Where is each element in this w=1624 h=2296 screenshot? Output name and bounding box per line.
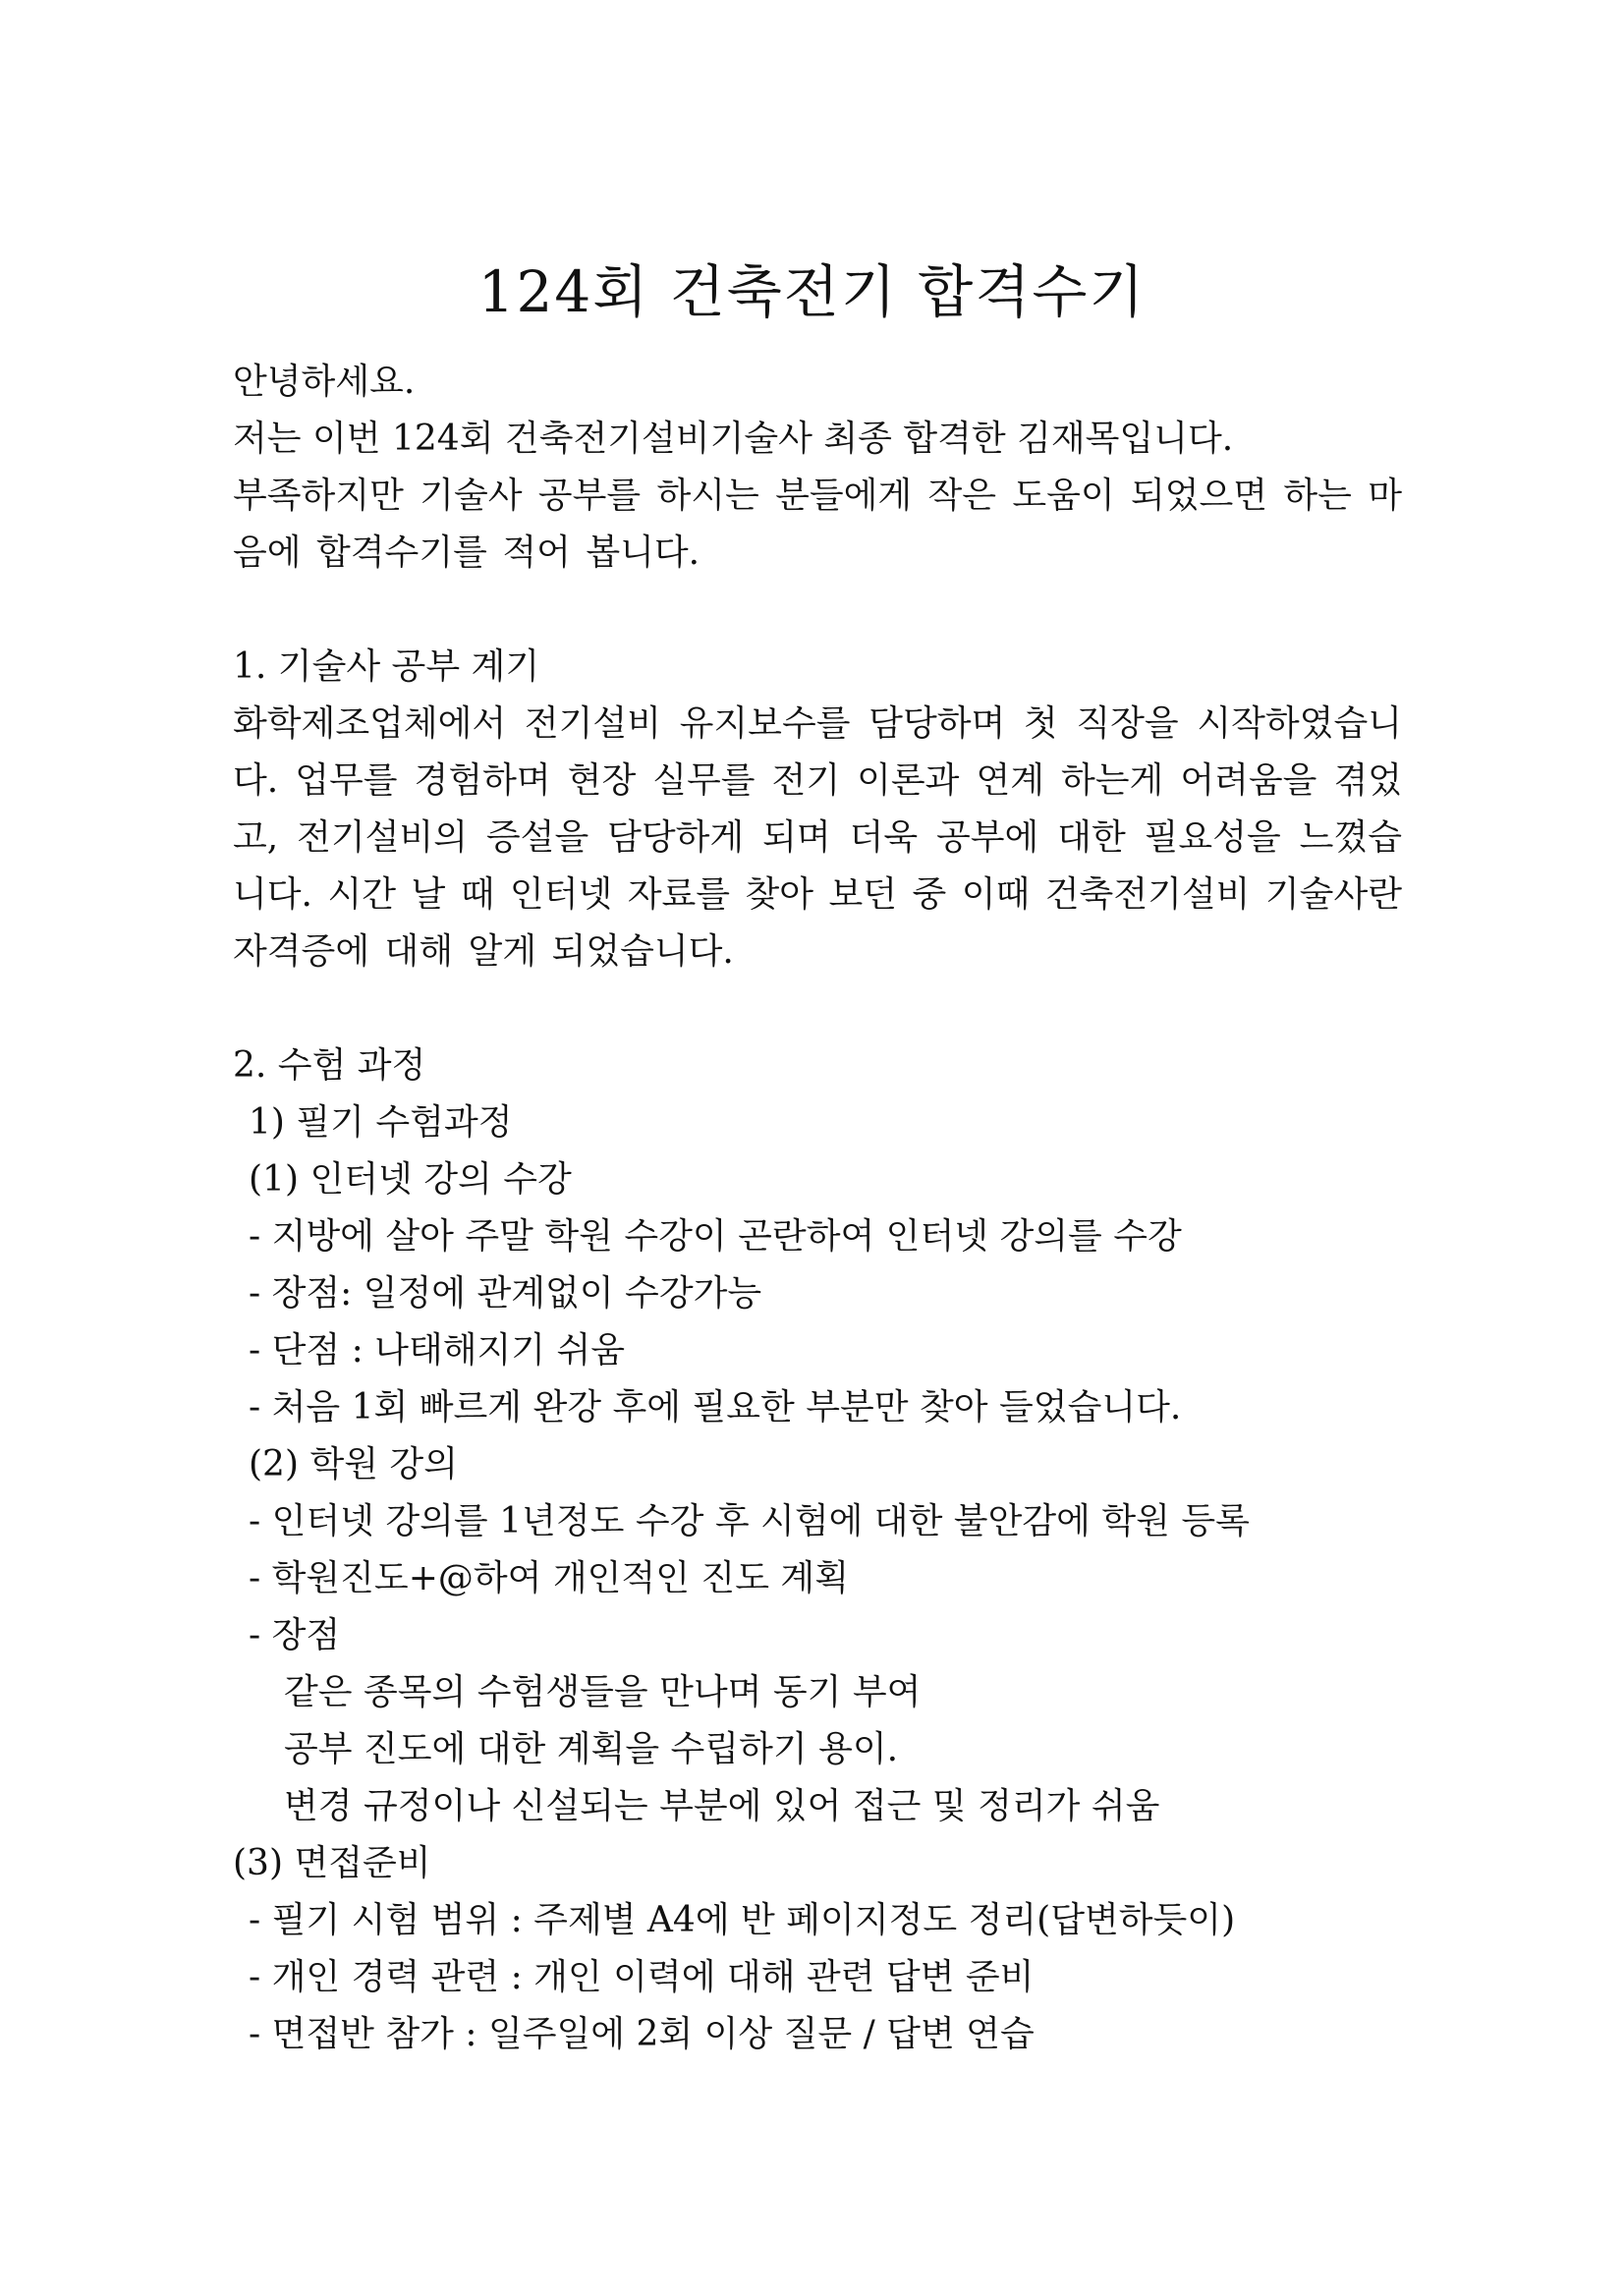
bullet-line: - 처음 1회 빠르게 완강 후에 필요한 부분만 찾아 들었습니다. bbox=[249, 1387, 1182, 1428]
advantage-line: 변경 규정이나 신설되는 부분에 있어 접근 및 정리가 쉬움 bbox=[284, 1786, 1160, 1826]
advantage-line: 공부 진도에 대한 계획을 수립하기 용이. bbox=[284, 1729, 899, 1769]
bullet-line: - 인터넷 강의를 1년정도 수강 후 시험에 대한 불안감에 학원 등록 bbox=[249, 1501, 1250, 1541]
bullet-line: - 면접반 참가 : 일주일에 2회 이상 질문 / 답변 연습 bbox=[249, 2014, 1035, 2054]
greeting-line: 안녕하세요. bbox=[233, 362, 416, 402]
motivation-paragraph: 화학제조업체에서 전기설비 유지보수를 담당하며 첫 직장을 시작하였습니다. 업무를 경험하며 현장 실무를 전기 이론과 연계 하는게 어려움을 겪었고, 전기설비의 증설을 담당하게 되며 더욱 공부에 대한 필요성을 느꼈습니다. 시간 날 때 인터넷 자료를 찾아 보던 중 이때 건축전기설비 기술사란 자격증에 대해 알게 되었습니다. bbox=[233, 703, 1402, 972]
bullet-line: - 학원진도+@하여 개인적인 진도 계획 bbox=[249, 1558, 849, 1598]
section-heading-motivation: 1. 기술사 공부 계기 bbox=[233, 646, 540, 687]
bullet-line: - 장점 bbox=[249, 1615, 341, 1655]
spacer bbox=[233, 582, 1402, 639]
intro-paragraph: 부족하지만 기술사 공부를 하시는 분들에게 작은 도움이 되었으면 하는 마음에 합격수기를 적어 봅니다. bbox=[233, 476, 1402, 573]
item-heading-interview-prep: (3) 면접준비 bbox=[233, 1843, 431, 1883]
bullet-line: - 장점: 일정에 관계없이 수강가능 bbox=[249, 1273, 762, 1314]
bullet-line: - 단점 : 나태해지기 쉬움 bbox=[249, 1330, 626, 1371]
spacer bbox=[233, 980, 1402, 1037]
item-heading-online-lecture: (1) 인터넷 강의 수강 bbox=[249, 1159, 572, 1200]
document-title: 124회 건축전기 합격수기 bbox=[477, 258, 1147, 325]
bullet-line: - 지방에 살아 주말 학원 수강이 곤란하여 인터넷 강의를 수강 bbox=[249, 1216, 1182, 1257]
bullet-line: - 필기 시험 범위 : 주제별 A4에 반 페이지정도 정리(답변하듯이) bbox=[249, 1900, 1236, 1940]
bullet-line: - 개인 경력 관련 : 개인 이력에 대해 관련 답변 준비 bbox=[249, 1957, 1035, 1997]
subsection-heading-written-exam: 1) 필기 수험과정 bbox=[249, 1102, 513, 1143]
section-heading-exam-process: 2. 수험 과정 bbox=[233, 1045, 426, 1086]
document-body bbox=[233, 354, 1402, 2063]
item-heading-academy-lecture: (2) 학원 강의 bbox=[249, 1444, 458, 1484]
advantage-line: 같은 종목의 수험생들을 만나며 동기 부여 bbox=[284, 1672, 922, 1712]
intro-line: 저는 이번 124회 건축전기설비기술사 최종 합격한 김재목입니다. bbox=[233, 419, 1234, 459]
